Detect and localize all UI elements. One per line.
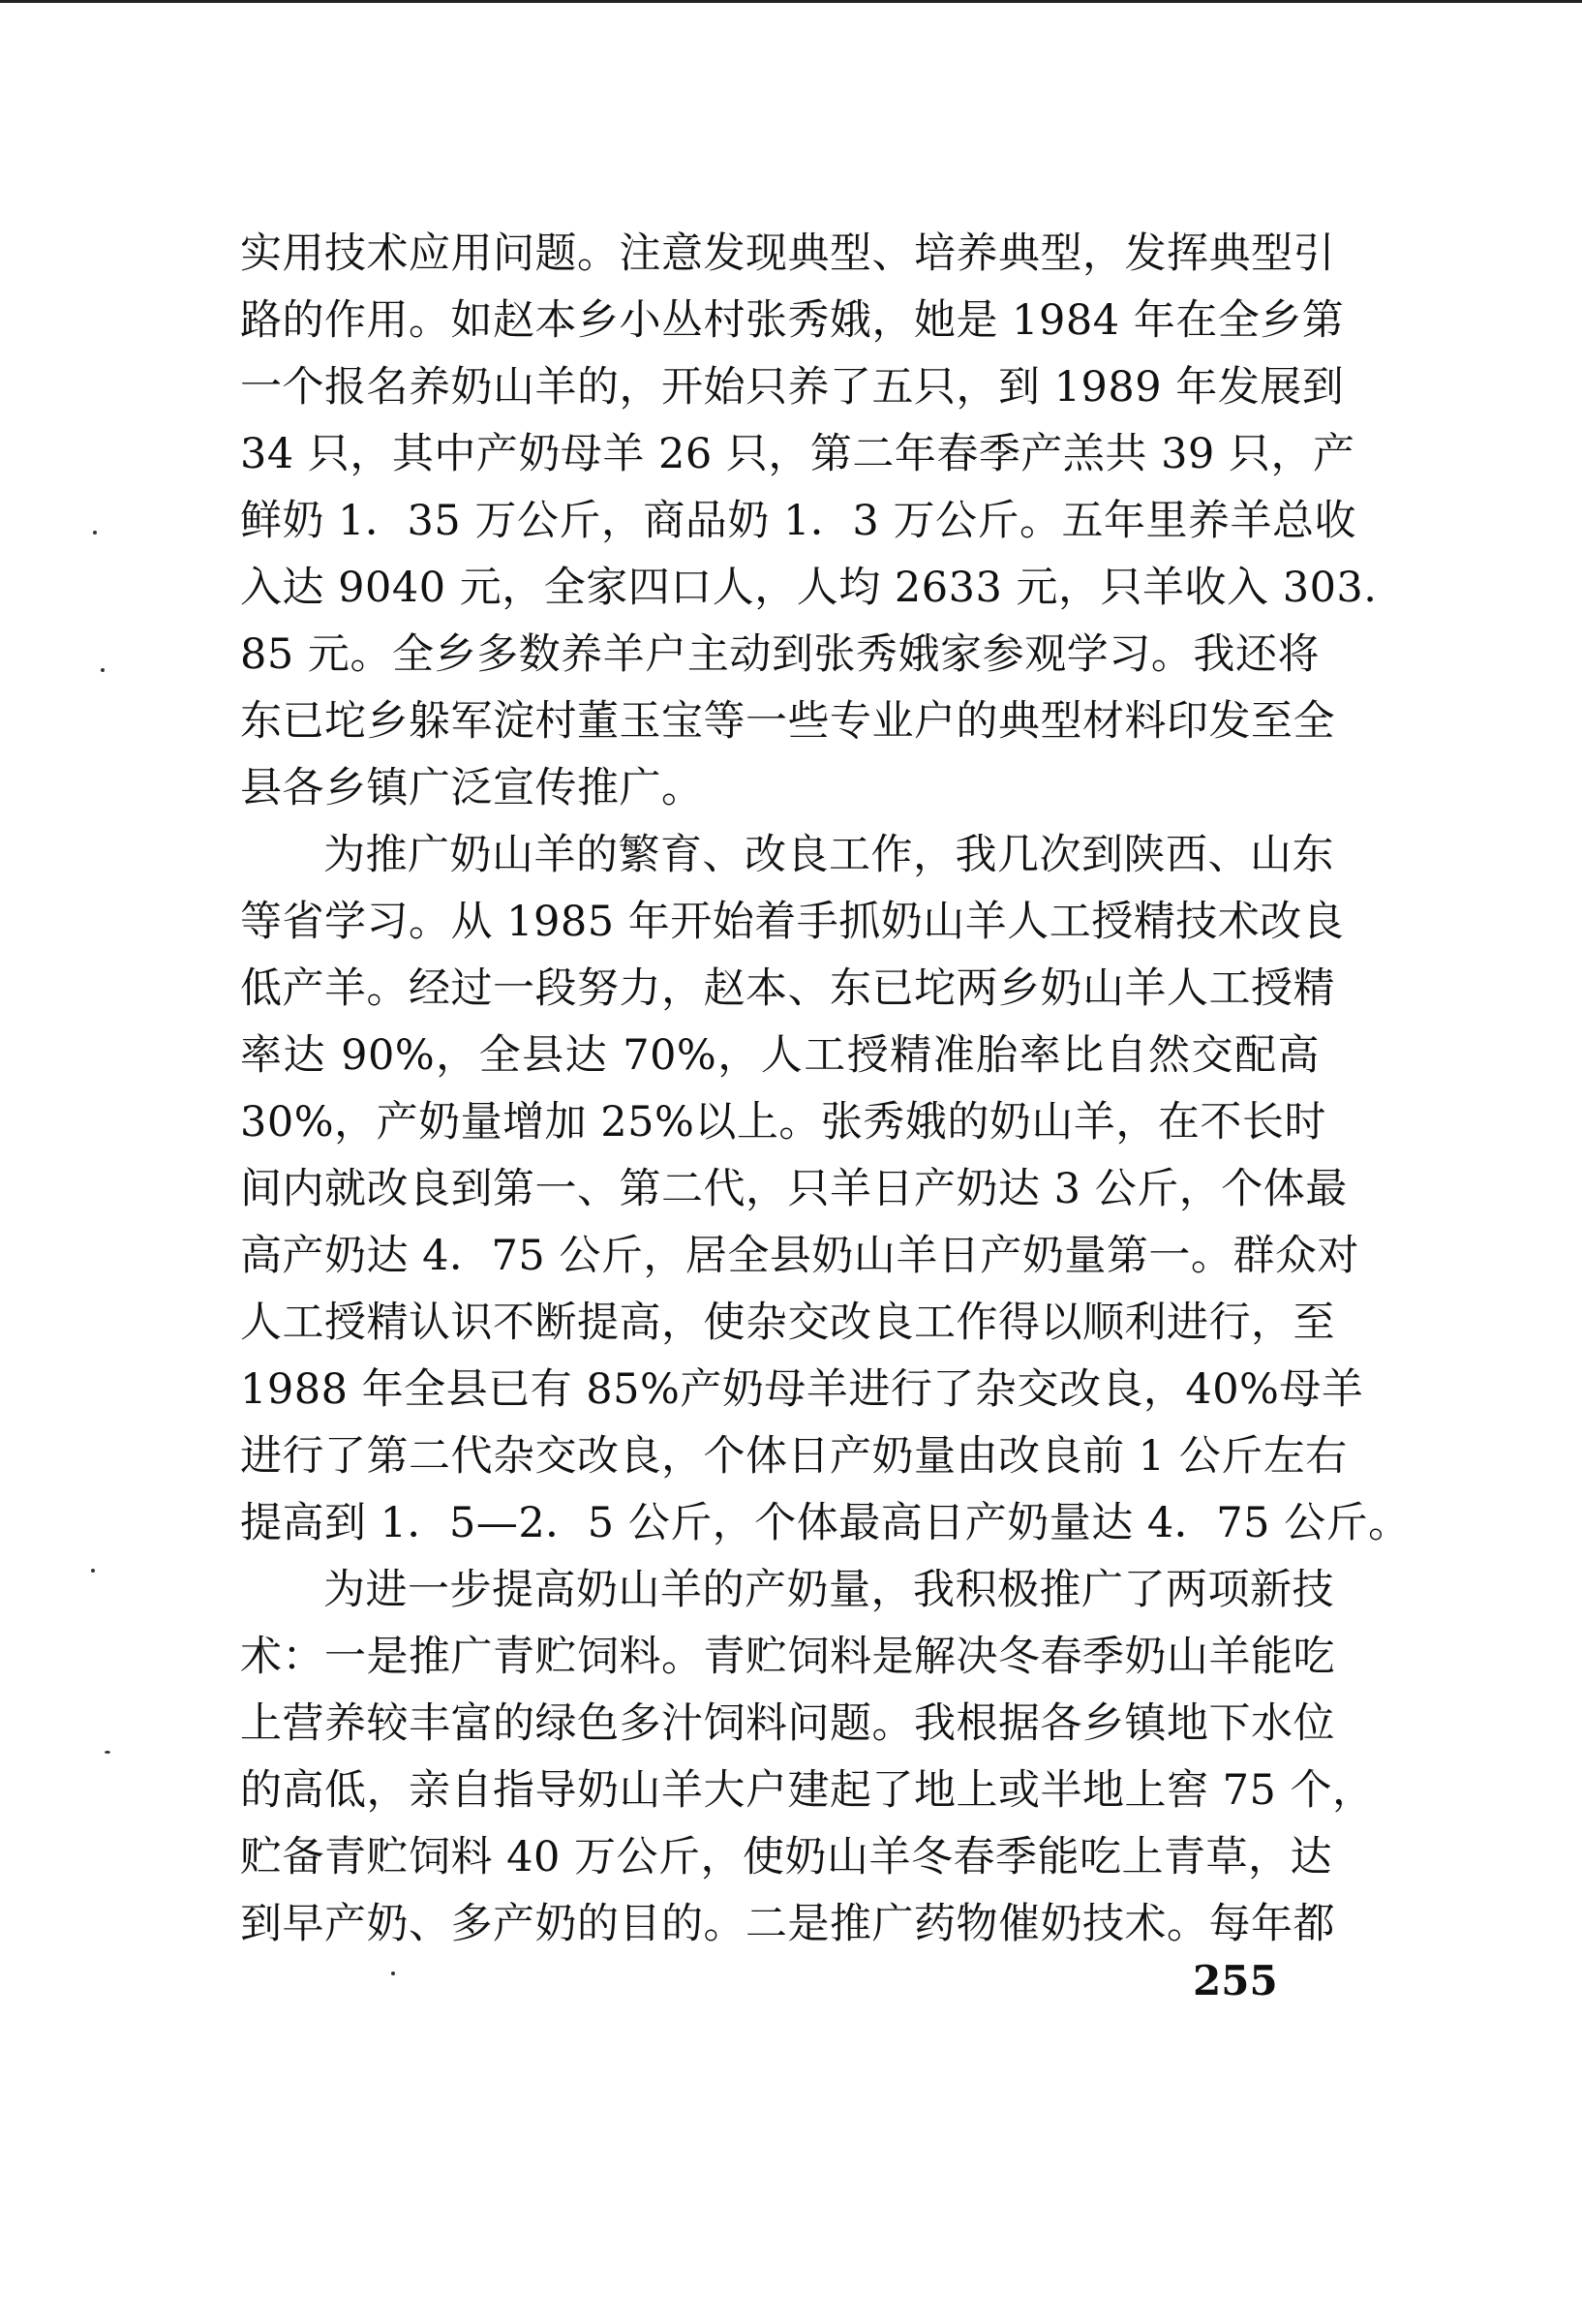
text-line: 县各乡镇广泛宣传推广。 [240, 764, 704, 812]
text-line: 上营养较丰富的绿色多汁饲料问题。我根据各乡镇地下水位 [240, 1699, 1335, 1748]
text-line: 低产羊。经过一段努力，赵本、东已坨两乡奶山羊人工授精 [240, 964, 1335, 1013]
paragraph-2 [240, 822, 1411, 1557]
scan-speck [101, 668, 105, 672]
text-line: 率达 90%，全县达 70%，人工授精准胎率比自然交配高 [240, 1031, 1320, 1080]
text-line: 实用技术应用问题。注意发现典型、培养典型，发挥典型引 [240, 229, 1335, 278]
paragraph-3 [240, 1557, 1375, 1958]
text-line: 进行了第二代杂交改良，个体日产奶量由改良前 1 公斤左右 [240, 1432, 1348, 1481]
text-line: 为推广奶山羊的繁育、改良工作，我几次到陕西、山东 [323, 831, 1334, 879]
text-line: 提高到 1．5—2．5 公斤，个体最高日产奶量达 4．75 公斤。 [240, 1499, 1411, 1547]
text-line: 一个报名养奶山羊的，开始只养了五只，到 1989 年发展到 [240, 363, 1345, 412]
text-line: 到早产奶、多产奶的目的。二是推广药物催奶技术。每年都 [240, 1900, 1335, 1948]
page-top-edge [0, 0, 1582, 3]
text-line: 30%，产奶量增加 25%以上。张秀娥的奶山羊，在不长时 [240, 1098, 1326, 1147]
text-line: 等省学习。从 1985 年开始着手抓奶山羊人工授精技术改良 [240, 898, 1345, 946]
scan-speck [91, 1569, 95, 1573]
scan-speck [93, 531, 97, 535]
text-line: 贮备青贮饲料 40 万公斤，使奶山羊冬春季能吃上青草，达 [240, 1833, 1333, 1881]
page-number: 255 [1193, 1957, 1278, 2004]
body-text [240, 221, 1411, 1958]
scan-speck [391, 1972, 395, 1975]
text-line: 为进一步提高奶山羊的产奶量，我积极推广了两项新技 [323, 1566, 1334, 1614]
text-line: 85 元。全乡多数养羊户主动到张秀娥家参观学习。我还将 [240, 630, 1320, 679]
text-line: 高产奶达 4．75 公斤，居全县奶山羊日产奶量第一。群众对 [240, 1232, 1359, 1280]
text-line: 人工授精认识不断提高，使杂交改良工作得以顺利进行，至 [240, 1299, 1335, 1347]
text-line: 的高低，亲自指导奶山羊大户建起了地上或半地上窖 75 个， [240, 1766, 1375, 1815]
scan-speck [105, 1751, 110, 1754]
text-line: 入达 9040 元，全家四口人，人均 2633 元，只羊收入 303. [240, 564, 1378, 612]
text-line: 1988 年全县已有 85%产奶母羊进行了杂交改良，40%母羊 [240, 1365, 1364, 1414]
text-line: 术：一是推广青贮饲料。青贮饲料是解决冬春季奶山羊能吃 [240, 1633, 1335, 1681]
text-line: 34 只，其中产奶母羊 26 只，第二年春季产羔共 39 只，产 [240, 430, 1355, 478]
text-line: 间内就改良到第一、第二代，只羊日产奶达 3 公斤，个体最 [240, 1165, 1348, 1213]
text-line: 东已坨乡躲军淀村董玉宝等一些专业户的典型材料印发至全 [240, 697, 1335, 746]
text-line: 鲜奶 1．35 万公斤，商品奶 1．3 万公斤。五年里养羊总收 [240, 497, 1356, 545]
text-line: 路的作用。如赵本乡小丛村张秀娥，她是 1984 年在全乡第 [240, 296, 1345, 345]
paragraph-1 [240, 221, 1378, 822]
